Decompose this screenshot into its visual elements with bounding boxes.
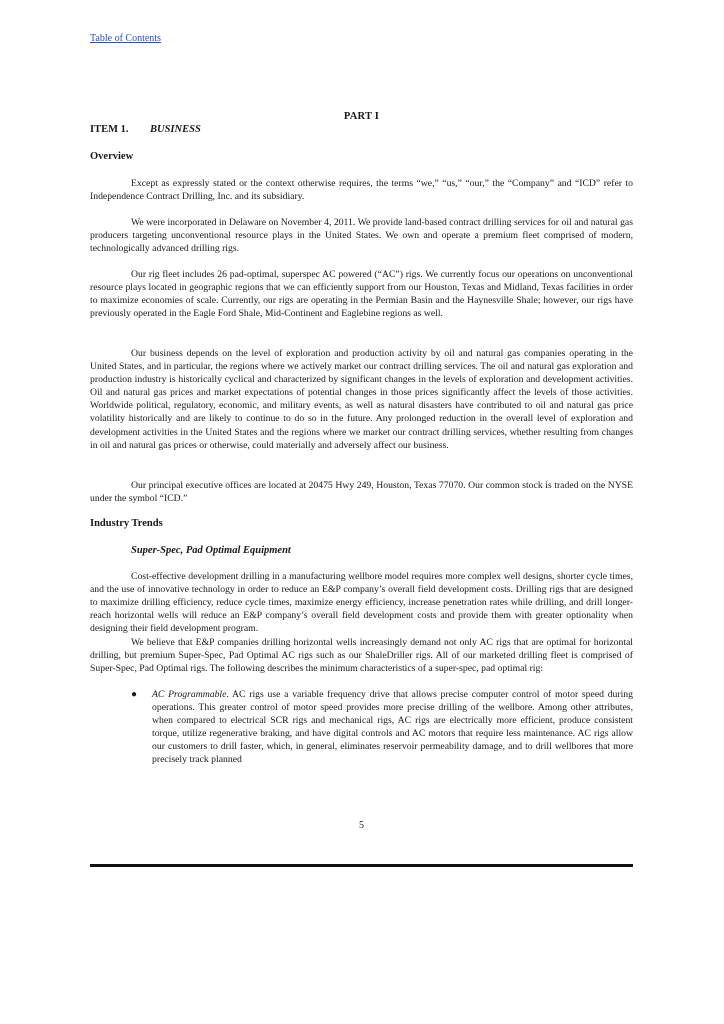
page-divider [90, 864, 633, 867]
page-number: 5 [359, 820, 364, 831]
overview-paragraph-5: Our principal executive offices are located at 20475 Hwy 249, Houston, Texas 77070. Our common stock is traded on the NYSE under the symbol “ICD.” [90, 480, 633, 505]
bullet-icon: ● [131, 689, 138, 700]
overview-paragraph-2: We were incorporated in Delaware on November 4, 2011. We provide land-based contract drilling services for oil and natural gas producers targeting unconventional resource plays in the United States. We own and operate a premium fleet comprised of modern, technologically advanced drilling rigs. [90, 217, 633, 255]
super-spec-subheading: Super-Spec, Pad Optimal Equipment [131, 545, 291, 556]
part-heading: PART I [343, 111, 380, 122]
overview-paragraph-1: Except as expressly stated or the context otherwise requires, the terms “we,” “us,” “our,” the “Company” and “ICD” refer to Independence Contract Drilling, Inc. and its subsidiary. [90, 178, 633, 203]
ac-programmable-bullet [152, 688, 633, 767]
item-number: ITEM 1. [90, 124, 129, 135]
overview-heading: Overview [90, 151, 134, 162]
overview-paragraph-4: Our business depends on the level of exploration and production activity by oil and natural gas companies operating in the United States, and in particular, the regions where we actively market our contract drilling services. The oil and natural gas exploration and production industry is historically cyclical and characterized by significant changes in the levels of exploration and development activities. Oil and natural gas prices and market expectations of potential changes in those prices significantly affect the levels of those activities. Worldwide political, regulatory, economic, and military events, as well as natural disasters have contributed to oil and natural gas price volatility historically and are likely to continue to do so in the future. Any prolonged reduction in the overall level of exploration and development activities in the United States and the regions where we market our contract drilling services, whether resulting from changes in oil and natural gas prices or otherwise, could materially and adversely affect our business. [90, 348, 633, 451]
industry-paragraph-2: We believe that E&P companies drilling horizontal wells increasingly demand not only AC rigs that are optimal for horizontal drilling, but premium Super-Spec, Pad Optimal AC rigs such as our ShaleDriller rigs. All of our marketed drilling fleet is comprised of Super-Spec, Pad Optimal rigs. The following describes the minimum characteristics of a super-spec, pad optimal rig: [90, 637, 633, 675]
industry-paragraph-1: Cost-effective development drilling in a manufacturing wellbore model requires more complex well designs, shorter cycle times, and the use of innovative technology in order to reduce an E&P company’s overall field development costs. Drilling rigs that are designed to maximize drilling efficiency, reduce cycle times, maximize energy efficiency, increase penetration rates while drilling, and drill longer-reach horizontal wells will reduce an E&P company’s overall field development costs and provide them with greater optionality when designing their field development program. [90, 571, 633, 635]
industry-trends-heading: Industry Trends [90, 518, 163, 529]
item-heading [90, 124, 201, 135]
overview-paragraph-3: Our rig fleet includes 26 pad-optimal, superspec AC powered (“AC”) rigs. We currently focus our operations on unconventional resource plays located in geographic regions that we can efficiently support from our Houston, Texas and Midland, Texas facilities in order to maximize economies of scale. Currently, our rigs are operating in the Permian Basin and the Haynesville Shale; however, our rigs have previously operated in the Eagle Ford Shale, Mid-Continent and Eaglebine regions as well. [90, 269, 633, 320]
bullet-body: . AC rigs use a variable frequency drive that allows precise computer control of motor speed during operations. This greater control of motor speed provides more precise drilling of the wellbore. Among other attributes, when compared to electrical SCR rigs and mechanical rigs, AC rigs are electrically more efficient, produce consistent torque, utilize regenerative braking, and have digital controls and AC motors that require less maintenance. AC rigs allow our customers to drill faster, which, in general, eliminates reservoir permeability damage, and to drill wellbores that more precisely track planned [152, 689, 633, 766]
item-title: BUSINESS [150, 124, 201, 135]
table-of-contents-link[interactable]: Table of Contents [90, 33, 161, 44]
bullet-lead: AC Programmable [152, 689, 227, 700]
